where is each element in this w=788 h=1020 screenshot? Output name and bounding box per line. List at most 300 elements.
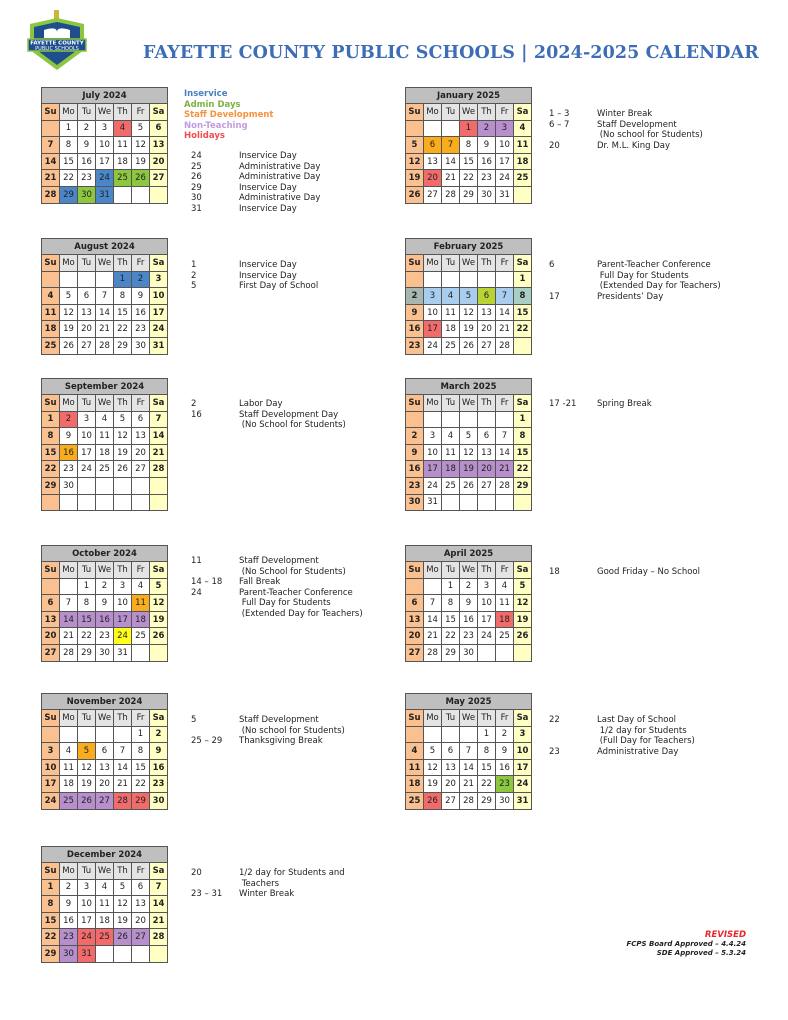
day-cell: 10 bbox=[478, 595, 496, 612]
day-cell: 21 bbox=[42, 170, 60, 187]
weekday-header: Sa bbox=[514, 104, 532, 121]
day-cell: 17 bbox=[514, 759, 532, 776]
day-cell: 7 bbox=[60, 595, 78, 612]
month-title: September 2024 bbox=[42, 379, 168, 395]
day-cell: 25 bbox=[60, 792, 78, 809]
empty-cell bbox=[496, 494, 514, 511]
day-cell: 5 bbox=[60, 288, 78, 305]
day-cell: 11 bbox=[114, 137, 132, 154]
day-cell: 7 bbox=[424, 595, 442, 612]
day-cell: 11 bbox=[132, 595, 150, 612]
day-cell: 13 bbox=[406, 611, 424, 628]
day-cell: 2 bbox=[78, 120, 96, 137]
day-cell: 21 bbox=[96, 321, 114, 338]
month-calendar bbox=[405, 545, 532, 662]
day-cell: 1 bbox=[514, 271, 532, 288]
month-calendar bbox=[41, 378, 168, 511]
weekday-header: Fr bbox=[496, 562, 514, 579]
day-cell: 16 bbox=[78, 153, 96, 170]
day-cell: 7 bbox=[96, 288, 114, 305]
event-description: Spring Break bbox=[597, 399, 652, 409]
empty-cell bbox=[60, 726, 78, 743]
weekday-header: Tu bbox=[78, 863, 96, 880]
day-cell: 31 bbox=[78, 945, 96, 962]
day-cell: 5 bbox=[114, 411, 132, 428]
day-cell: 4 bbox=[496, 578, 514, 595]
page-title: FAYETTE COUNTY PUBLIC SCHOOLS | 2024-2025 CALENDAR bbox=[143, 43, 759, 63]
empty-cell bbox=[478, 411, 496, 428]
month-title: May 2025 bbox=[406, 694, 532, 710]
day-cell: 2 bbox=[496, 726, 514, 743]
month-events bbox=[191, 399, 346, 431]
day-cell: 19 bbox=[406, 170, 424, 187]
empty-cell bbox=[42, 578, 60, 595]
day-cell: 10 bbox=[114, 595, 132, 612]
empty-cell bbox=[78, 494, 96, 511]
day-cell: 28 bbox=[42, 186, 60, 203]
day-cell: 16 bbox=[406, 321, 424, 338]
day-cell: 22 bbox=[78, 628, 96, 645]
day-cell: 27 bbox=[78, 337, 96, 354]
day-cell: 24 bbox=[114, 628, 132, 645]
day-cell: 20 bbox=[478, 321, 496, 338]
empty-cell bbox=[460, 411, 478, 428]
day-cell: 3 bbox=[478, 578, 496, 595]
day-cell: 14 bbox=[496, 444, 514, 461]
day-cell: 7 bbox=[496, 428, 514, 445]
month-calendar bbox=[405, 238, 532, 355]
day-cell: 23 bbox=[406, 477, 424, 494]
event-item bbox=[191, 868, 345, 889]
day-cell: 22 bbox=[514, 321, 532, 338]
event-date: 24 bbox=[191, 151, 202, 161]
event-description: Dr. M.L. King Day bbox=[597, 140, 671, 151]
event-date: 6 bbox=[549, 260, 555, 270]
weekday-header: Tu bbox=[78, 104, 96, 121]
day-cell: 3 bbox=[514, 726, 532, 743]
empty-cell bbox=[96, 477, 114, 494]
day-cell: 16 bbox=[460, 611, 478, 628]
month-calendar bbox=[41, 238, 168, 355]
event-description: Administrative Day bbox=[239, 193, 321, 203]
month-events bbox=[191, 715, 345, 747]
weekday-header: Su bbox=[42, 255, 60, 272]
day-cell: 13 bbox=[96, 759, 114, 776]
weekday-header: Su bbox=[42, 710, 60, 727]
day-cell: 10 bbox=[78, 896, 96, 913]
empty-cell bbox=[514, 337, 532, 354]
day-cell: 3 bbox=[424, 288, 442, 305]
day-cell: 19 bbox=[460, 321, 478, 338]
day-cell: 13 bbox=[424, 153, 442, 170]
day-cell: 13 bbox=[78, 304, 96, 321]
event-description: Presidents’ Day bbox=[597, 291, 664, 302]
day-cell: 1 bbox=[42, 879, 60, 896]
day-cell: 30 bbox=[406, 494, 424, 511]
day-cell: 5 bbox=[132, 120, 150, 137]
empty-cell bbox=[96, 726, 114, 743]
weekday-header: Su bbox=[42, 395, 60, 412]
event-date: 14 – 18 bbox=[191, 577, 223, 587]
month-events bbox=[549, 399, 652, 410]
event-description: Administrative Day bbox=[597, 746, 679, 757]
day-cell: 14 bbox=[42, 153, 60, 170]
weekday-header: Tu bbox=[78, 255, 96, 272]
day-cell: 16 bbox=[132, 304, 150, 321]
empty-cell bbox=[496, 411, 514, 428]
day-cell: 18 bbox=[60, 776, 78, 793]
day-cell: 10 bbox=[514, 743, 532, 760]
day-cell: 20 bbox=[478, 461, 496, 478]
day-cell: 26 bbox=[150, 628, 168, 645]
day-cell: 26 bbox=[132, 170, 150, 187]
empty-cell bbox=[496, 271, 514, 288]
day-cell: 31 bbox=[150, 337, 168, 354]
day-cell: 9 bbox=[60, 428, 78, 445]
empty-cell bbox=[132, 644, 150, 661]
day-cell: 9 bbox=[406, 304, 424, 321]
event-description: Inservice Day bbox=[239, 270, 297, 281]
empty-cell bbox=[514, 494, 532, 511]
weekday-header: Tu bbox=[442, 255, 460, 272]
day-cell: 22 bbox=[460, 170, 478, 187]
day-cell: 29 bbox=[478, 792, 496, 809]
day-cell: 11 bbox=[96, 896, 114, 913]
day-cell: 19 bbox=[114, 912, 132, 929]
day-cell: 25 bbox=[114, 170, 132, 187]
day-cell: 8 bbox=[78, 595, 96, 612]
day-cell: 6 bbox=[406, 595, 424, 612]
day-cell: 14 bbox=[114, 759, 132, 776]
day-cell: 16 bbox=[150, 759, 168, 776]
weekday-header: Fr bbox=[496, 395, 514, 412]
day-cell: 21 bbox=[460, 776, 478, 793]
day-cell: 15 bbox=[442, 611, 460, 628]
day-cell: 7 bbox=[114, 743, 132, 760]
weekday-header: Tu bbox=[442, 395, 460, 412]
day-cell: 8 bbox=[42, 428, 60, 445]
empty-cell bbox=[424, 271, 442, 288]
event-item bbox=[549, 141, 703, 152]
day-cell: 7 bbox=[150, 411, 168, 428]
event-date: 31 bbox=[191, 203, 202, 214]
day-cell: 30 bbox=[96, 644, 114, 661]
day-cell: 29 bbox=[460, 186, 478, 203]
day-cell: 29 bbox=[42, 945, 60, 962]
event-date: 2 bbox=[191, 399, 197, 409]
day-cell: 27 bbox=[96, 792, 114, 809]
month-title: February 2025 bbox=[406, 239, 532, 255]
day-cell: 25 bbox=[442, 477, 460, 494]
event-description: Winter Break bbox=[597, 109, 653, 119]
day-cell: 28 bbox=[496, 477, 514, 494]
day-cell: 27 bbox=[478, 337, 496, 354]
day-cell: 14 bbox=[460, 759, 478, 776]
day-cell: 23 bbox=[132, 321, 150, 338]
day-cell: 3 bbox=[424, 428, 442, 445]
day-cell: 5 bbox=[78, 743, 96, 760]
day-cell: 31 bbox=[96, 186, 114, 203]
day-cell: 17 bbox=[424, 461, 442, 478]
day-cell: 17 bbox=[424, 321, 442, 338]
day-cell: 15 bbox=[42, 444, 60, 461]
day-cell: 30 bbox=[78, 186, 96, 203]
day-cell: 27 bbox=[42, 644, 60, 661]
day-cell: 14 bbox=[60, 611, 78, 628]
day-cell: 10 bbox=[150, 288, 168, 305]
day-cell: 1 bbox=[132, 726, 150, 743]
day-cell: 4 bbox=[442, 288, 460, 305]
event-date: 25 bbox=[191, 161, 202, 172]
day-cell: 29 bbox=[514, 477, 532, 494]
day-cell: 20 bbox=[132, 444, 150, 461]
weekday-header: Fr bbox=[132, 863, 150, 880]
day-cell: 9 bbox=[60, 896, 78, 913]
day-cell: 24 bbox=[78, 929, 96, 946]
event-item bbox=[549, 260, 721, 292]
day-cell: 15 bbox=[514, 304, 532, 321]
weekday-header: Th bbox=[478, 562, 496, 579]
event-description: Staff Development (No School for Students) bbox=[239, 556, 346, 577]
day-cell: 16 bbox=[60, 444, 78, 461]
day-cell: 7 bbox=[496, 288, 514, 305]
day-cell: 17 bbox=[150, 304, 168, 321]
day-cell: 22 bbox=[42, 461, 60, 478]
weekday-header: We bbox=[96, 710, 114, 727]
day-cell: 17 bbox=[478, 611, 496, 628]
day-cell: 21 bbox=[442, 170, 460, 187]
event-description: Fall Break bbox=[239, 577, 281, 587]
month-calendar bbox=[41, 693, 168, 810]
day-cell: 26 bbox=[460, 477, 478, 494]
day-cell: 22 bbox=[478, 776, 496, 793]
day-cell: 13 bbox=[442, 759, 460, 776]
day-cell: 11 bbox=[60, 759, 78, 776]
day-cell: 5 bbox=[424, 743, 442, 760]
event-item bbox=[191, 162, 320, 173]
empty-cell bbox=[96, 945, 114, 962]
day-cell: 10 bbox=[424, 444, 442, 461]
event-item bbox=[549, 120, 703, 141]
weekday-header: Sa bbox=[514, 562, 532, 579]
weekday-header: Su bbox=[42, 104, 60, 121]
day-cell: 2 bbox=[406, 428, 424, 445]
day-cell: 26 bbox=[60, 337, 78, 354]
day-cell: 6 bbox=[96, 743, 114, 760]
day-cell: 27 bbox=[478, 477, 496, 494]
empty-cell bbox=[478, 494, 496, 511]
day-cell: 18 bbox=[442, 321, 460, 338]
event-item bbox=[191, 183, 320, 194]
weekday-header: We bbox=[460, 710, 478, 727]
day-cell: 15 bbox=[42, 912, 60, 929]
day-cell: 1 bbox=[60, 120, 78, 137]
day-cell: 19 bbox=[114, 444, 132, 461]
day-cell: 10 bbox=[78, 428, 96, 445]
day-cell: 15 bbox=[78, 611, 96, 628]
day-cell: 18 bbox=[442, 461, 460, 478]
day-cell: 4 bbox=[96, 879, 114, 896]
board-approval: FCPS Board Approved – 4.4.24 bbox=[626, 940, 746, 948]
day-cell: 29 bbox=[132, 792, 150, 809]
weekday-header: Fr bbox=[496, 710, 514, 727]
weekday-header: Th bbox=[478, 395, 496, 412]
event-description: Staff Development (No school for Students) bbox=[597, 119, 703, 140]
day-cell: 20 bbox=[406, 628, 424, 645]
legend-staff-development: Staff Development bbox=[184, 110, 274, 121]
day-cell: 3 bbox=[78, 411, 96, 428]
day-cell: 27 bbox=[132, 929, 150, 946]
day-cell: 26 bbox=[406, 186, 424, 203]
weekday-header: We bbox=[96, 562, 114, 579]
weekday-header: Mo bbox=[60, 562, 78, 579]
event-description: Parent-Teacher Conference Full Day for Students (Extended Day for Teachers) bbox=[239, 587, 363, 619]
weekday-header: Mo bbox=[424, 562, 442, 579]
event-item bbox=[191, 193, 320, 204]
event-item bbox=[191, 399, 346, 410]
empty-cell bbox=[478, 644, 496, 661]
day-cell: 29 bbox=[42, 477, 60, 494]
day-cell: 21 bbox=[496, 461, 514, 478]
weekday-header: Fr bbox=[132, 104, 150, 121]
day-cell: 30 bbox=[150, 792, 168, 809]
weekday-header: Tu bbox=[442, 104, 460, 121]
day-cell: 23 bbox=[460, 628, 478, 645]
empty-cell bbox=[42, 494, 60, 511]
day-cell: 24 bbox=[424, 337, 442, 354]
day-cell: 8 bbox=[132, 743, 150, 760]
day-cell: 19 bbox=[150, 611, 168, 628]
empty-cell bbox=[460, 494, 478, 511]
school-logo bbox=[24, 10, 90, 72]
event-item bbox=[191, 556, 363, 577]
legend-holidays: Holidays bbox=[184, 131, 225, 142]
day-cell: 12 bbox=[460, 444, 478, 461]
day-cell: 20 bbox=[442, 776, 460, 793]
sde-approval: SDE Approved – 5.3.24 bbox=[656, 949, 746, 957]
day-cell: 20 bbox=[96, 776, 114, 793]
day-cell: 18 bbox=[114, 153, 132, 170]
day-cell: 11 bbox=[96, 428, 114, 445]
day-cell: 27 bbox=[406, 644, 424, 661]
day-cell: 18 bbox=[406, 776, 424, 793]
day-cell: 1 bbox=[460, 120, 478, 137]
day-cell: 3 bbox=[496, 120, 514, 137]
legend-admin-days: Admin Days bbox=[184, 99, 241, 110]
day-cell: 12 bbox=[114, 896, 132, 913]
day-cell: 11 bbox=[514, 137, 532, 154]
legend-inservice: Inservice bbox=[184, 89, 228, 99]
day-cell: 31 bbox=[424, 494, 442, 511]
empty-cell bbox=[442, 494, 460, 511]
event-date: 6 – 7 bbox=[549, 119, 570, 130]
day-cell: 17 bbox=[96, 153, 114, 170]
month-events bbox=[191, 151, 320, 214]
day-cell: 23 bbox=[96, 628, 114, 645]
day-cell: 30 bbox=[60, 945, 78, 962]
day-cell: 6 bbox=[442, 743, 460, 760]
day-cell: 14 bbox=[150, 428, 168, 445]
event-item bbox=[191, 281, 318, 292]
event-date: 20 bbox=[191, 868, 202, 878]
day-cell: 6 bbox=[42, 595, 60, 612]
day-cell: 28 bbox=[150, 929, 168, 946]
day-cell: 8 bbox=[478, 743, 496, 760]
weekday-header: We bbox=[96, 863, 114, 880]
day-cell: 10 bbox=[424, 304, 442, 321]
weekday-header: Tu bbox=[78, 710, 96, 727]
empty-cell bbox=[132, 494, 150, 511]
day-cell: 10 bbox=[496, 137, 514, 154]
weekday-header: Sa bbox=[150, 710, 168, 727]
day-cell: 15 bbox=[114, 304, 132, 321]
day-cell: 28 bbox=[114, 792, 132, 809]
weekday-header: Fr bbox=[132, 395, 150, 412]
day-cell: 9 bbox=[78, 137, 96, 154]
event-description: Thanksgiving Break bbox=[239, 736, 323, 746]
event-date: 1 – 3 bbox=[549, 109, 570, 119]
day-cell: 1 bbox=[42, 411, 60, 428]
day-cell: 1 bbox=[114, 271, 132, 288]
month-events bbox=[549, 260, 721, 302]
weekday-header: Su bbox=[406, 395, 424, 412]
event-description: Inservice Day bbox=[239, 182, 297, 193]
day-cell: 29 bbox=[114, 337, 132, 354]
day-cell: 24 bbox=[424, 477, 442, 494]
month-calendar bbox=[405, 378, 532, 511]
empty-cell bbox=[96, 494, 114, 511]
event-item bbox=[549, 747, 695, 758]
day-cell: 12 bbox=[514, 595, 532, 612]
day-cell: 9 bbox=[132, 288, 150, 305]
month-calendar bbox=[405, 87, 532, 204]
day-cell: 4 bbox=[132, 578, 150, 595]
weekday-header: We bbox=[96, 395, 114, 412]
empty-cell bbox=[424, 578, 442, 595]
day-cell: 26 bbox=[424, 792, 442, 809]
empty-cell bbox=[42, 271, 60, 288]
empty-cell bbox=[150, 494, 168, 511]
event-date: 26 bbox=[191, 172, 202, 182]
weekday-header: Mo bbox=[60, 710, 78, 727]
weekday-header: Su bbox=[406, 255, 424, 272]
event-description: Good Friday – No School bbox=[597, 567, 700, 577]
day-cell: 21 bbox=[150, 912, 168, 929]
day-cell: 12 bbox=[78, 759, 96, 776]
month-title: August 2024 bbox=[42, 239, 168, 255]
legend-non-teaching: Non-Teaching bbox=[184, 120, 248, 131]
month-events bbox=[191, 556, 363, 619]
event-description: Administrative Day bbox=[239, 172, 321, 182]
empty-cell bbox=[114, 945, 132, 962]
day-cell: 17 bbox=[114, 611, 132, 628]
day-cell: 23 bbox=[78, 170, 96, 187]
day-cell: 12 bbox=[150, 595, 168, 612]
month-title: December 2024 bbox=[42, 847, 168, 863]
weekday-header: Th bbox=[114, 395, 132, 412]
day-cell: 9 bbox=[406, 444, 424, 461]
empty-cell bbox=[42, 120, 60, 137]
day-cell: 6 bbox=[132, 411, 150, 428]
empty-cell bbox=[406, 411, 424, 428]
month-title: October 2024 bbox=[42, 546, 168, 562]
empty-cell bbox=[60, 271, 78, 288]
day-cell: 3 bbox=[78, 879, 96, 896]
empty-cell bbox=[150, 186, 168, 203]
weekday-header: Mo bbox=[60, 255, 78, 272]
day-cell: 21 bbox=[424, 628, 442, 645]
empty-cell bbox=[478, 271, 496, 288]
